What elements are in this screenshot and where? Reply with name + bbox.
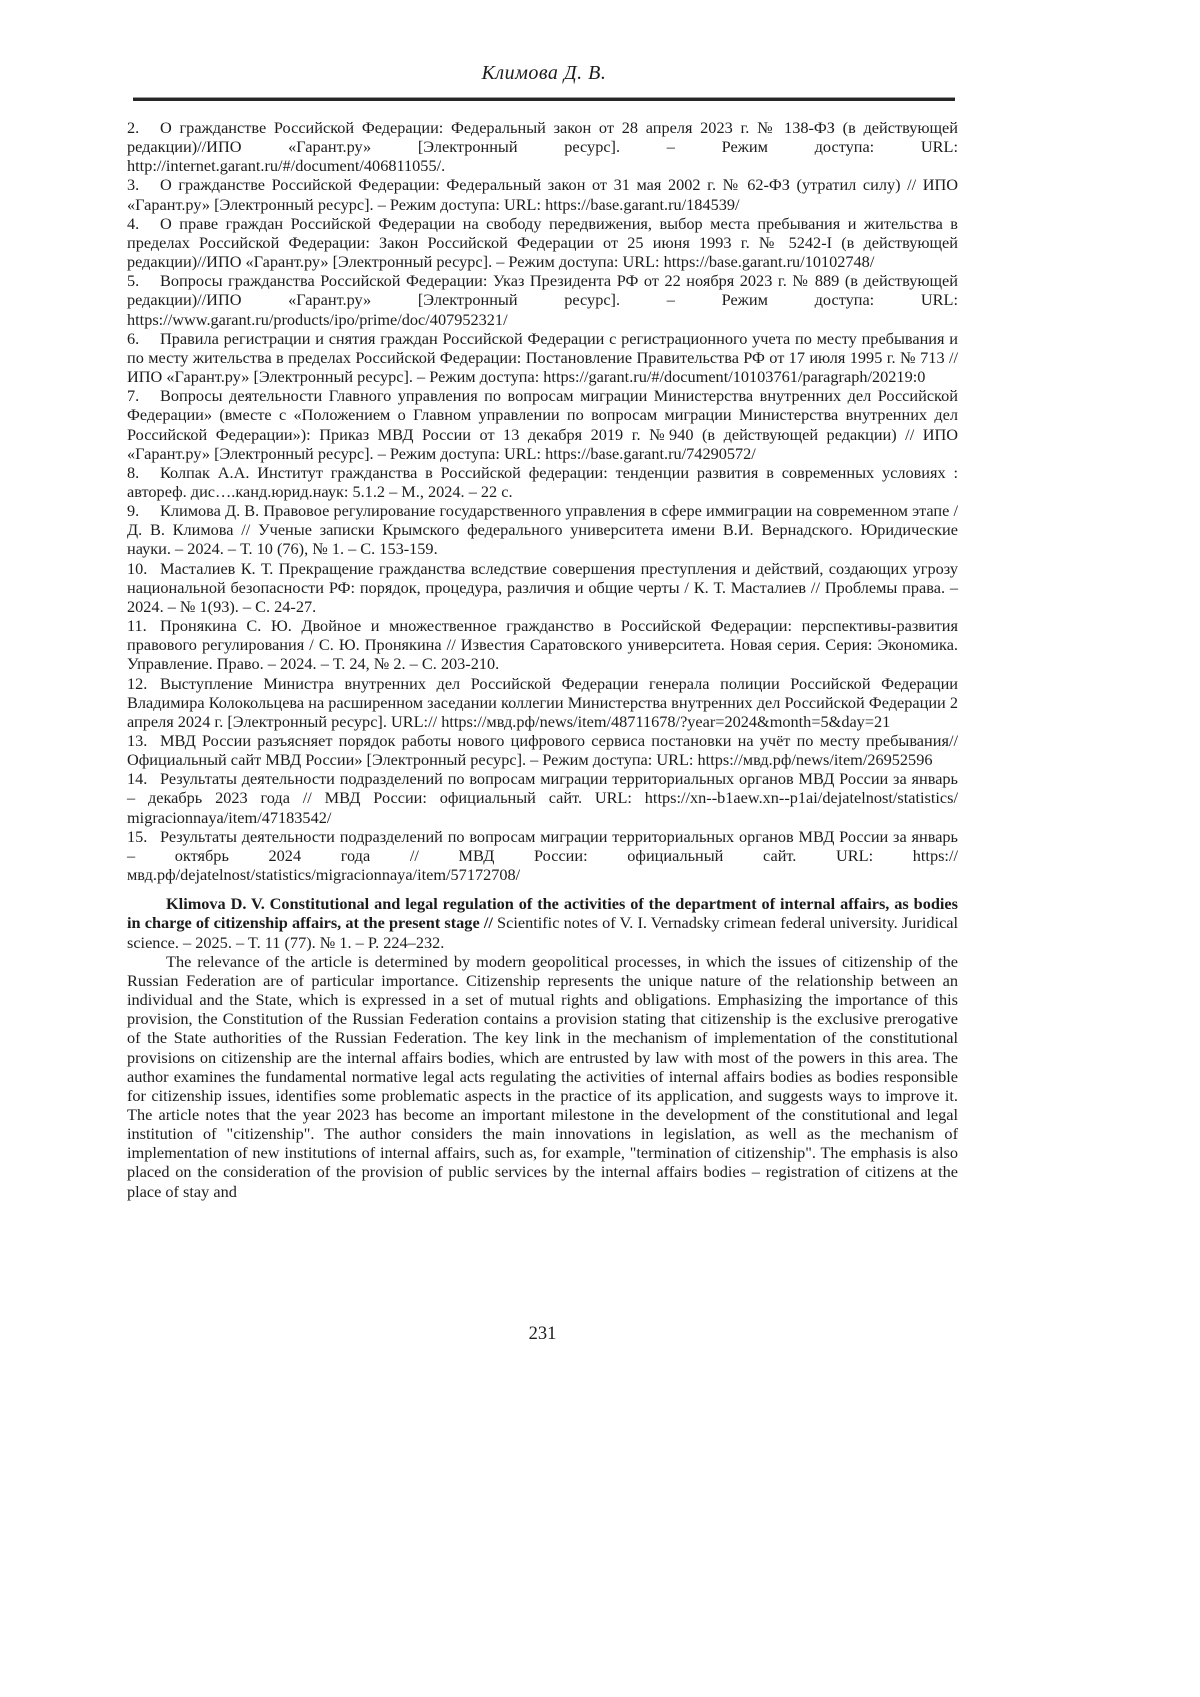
reference-number: 7. (127, 386, 140, 406)
reference-text: Результаты деятельности подразделений по вопросам миграции территориальных органов МВД России за январь – декабрь 2023 года // МВД России: официальный сайт. URL: https://xn--b1aew.xn--p1ai/dejatelnost/statistics/ migracionnaya/item/47183542/ (127, 769, 958, 827)
reference-item (127, 827, 958, 884)
reference-item (127, 674, 958, 731)
reference-item (127, 769, 958, 826)
reference-item (127, 271, 958, 328)
reference-item (127, 175, 958, 213)
reference-item (127, 118, 958, 175)
reference-text: Вопросы деятельности Главного управления по вопросам миграции Министерства внутренних дел Российской Федерации» (вместе с «Положением о Главном управлении по вопросам миграции Министерства внутренних дел Российской Федерации»): Приказ МВД России от 13 декабря 2019 г. №940 (в действующей редакции) // ИПО «Гарант.ру» [Электронный ресурс]. – Режим доступа: URL: https://base.garant.ru/74290572/ (127, 386, 958, 463)
english-citation-source: Scientific notes of V. I. Vernadsky crimean federal university. Juridical science. – 2025. – T. 11 (77). № 1. – P. 224–232. (127, 913, 958, 952)
reference-item (127, 501, 958, 558)
page-number: 231 (528, 1324, 557, 1344)
header-rule (133, 97, 955, 101)
reference-number: 13. (127, 731, 148, 750)
reference-text: Выступление Министра внутренних дел Российской Федерации генерала полиции Российской Федерации Владимира Колокольцева на расширенном заседании коллегии Министерства внутренних дел Российской Федерации 2 апреля 2024 г. [Электронный ресурс]. URL:// https://мвд.рф/news/item/48711678/?year=2024&month=5&day=21 (127, 673, 958, 731)
reference-number: 12. (127, 673, 148, 693)
reference-item (127, 731, 958, 769)
reference-text: МВД России разъясняет порядок работы нового цифрового сервиса постановки на учёт по месту пребывания// Официальный сайт МВД России» [Электронный ресурс]. – Режим доступа: URL: https://мвд.рф/news/item/26952596 (127, 731, 958, 770)
reference-number: 4. (127, 213, 140, 233)
reference-number: 8. (127, 462, 140, 482)
reference-number: 6. (127, 328, 140, 348)
reference-number: 3. (127, 175, 140, 195)
reference-number: 14. (127, 769, 148, 789)
reference-text: Климова Д. В. Правовое регулирование государственного управления в сфере иммиграции на современном этапе / Д. В. Климова // Ученые записки Крымского федерального университета имени В.И. Вернадского. Юридические науки. – 2024. – Т. 10 (76), № 1. – С. 153-159. (127, 501, 958, 559)
reference-text: Масталиев К. Т. Прекращение гражданства вследствие совершения преступления и действий, создающих угрозу национальной безопасности РФ: порядок, процедура, различия и общие черты / К. Т. Масталиев // Проблемы права. – 2024. – № 1(93). – С. 24-27. (127, 558, 958, 616)
reference-text: Пронякина С. Ю. Двойное и множественное гражданство в Российской Федерации: перспективы-развития правового регулирования / С. Ю. Пронякина // Известия Саратовского университета. Новая серия. Серия: Экономика. Управление. Право. – 2024. – Т. 24, № 2. – С. 203-210. (127, 616, 958, 674)
reference-item (127, 214, 958, 271)
reference-item (127, 616, 958, 673)
reference-number: 9. (127, 501, 140, 521)
english-citation (127, 894, 958, 951)
reference-text: Правила регистрации и снятия граждан Российской Федерации с регистрационного учета по месту пребывания и по месту жительства в пределах Российской Федерации: Постановление Правительства РФ от 17 июля 1995 г. № 713 //ИПО «Гарант.ру» [Электронный ресурс]. – Режим доступа: https://garant.ru/#/document/10103761/paragraph/20219:0 (127, 328, 958, 387)
reference-item (127, 463, 958, 501)
reference-number: 2. (127, 118, 140, 137)
reference-item (127, 329, 958, 386)
english-citation-title: Klimova D. V. Constitutional and legal regulation of the activities of the department of internal affairs, as bodies in charge of citizenship affairs, at the present stage // (127, 894, 958, 933)
reference-text: О гражданстве Российской Федерации: Федеральный закон от 31 мая 2002 г. № 62-ФЗ (утратил силу) // ИПО «Гарант.ру» [Электронный ресурс]. – Режим доступа: URL: https://base.garant.ru/184539/ (127, 175, 958, 214)
abstract-paragraph: The relevance of the article is determined by modern geopolitical processes, in which the issues of citizenship of the Russian Federation are of particular importance. Citizenship represents the unique nature of the relationship between an individual and the State, which is expressed in a set of mutual rights and obligations. Emphasizing the importance of this provision, the Constitution of the Russian Federation contains a provision stating that citizenship is the exclusive prerogative of the State authorities of the Russian Federation. The key link in the mechanism of implementation of the constitutional provisions on citizenship are the internal affairs bodies, which are entrusted by law with most of the powers in this area. The author examines the fundamental normative legal acts regulating the activities of internal affairs bodies as bodies responsible for citizenship issues, identifies some problematic aspects in the practice of its application, and suggests ways to improve it. The article notes that the year 2023 has become an important milestone in the development of the constitutional and legal institution of "citizenship". The author considers the main innovations in legislation, as well as the mechanism of implementation of new institutions of internal affairs, such as, for example, "termination of citizenship". The emphasis is also placed on the consideration of the provision of public services by the internal affairs bodies – registration of citizens at the place of stay and (127, 951, 958, 1201)
reference-number: 15. (127, 826, 148, 846)
reference-number: 5. (127, 271, 140, 291)
reference-text: Вопросы гражданства Российской Федерации: Указ Президента РФ от 22 ноября 2023 г. № 889 (в действующей редакции)//ИПО «Гарант.ру» [Электронный ресурс]. – Режим доступа: URL: https://www.garant.ru/products/ipo/prime/doc/407952321/ (127, 271, 958, 329)
page-content (127, 118, 958, 1201)
reference-number: 10. (127, 558, 148, 578)
reference-text: О гражданстве Российской Федерации: Федеральный закон от 28 апреля 2023 г. № 138-ФЗ (в действующей редакции)//ИПО «Гарант.ру» [Электронный ресурс]. – Режим доступа: URL: http://internet.garant.ru/#/document/406811055/. (127, 118, 958, 176)
running-head-author: Климова Д. В. (481, 62, 607, 84)
reference-item (127, 559, 958, 616)
reference-text: Результаты деятельности подразделений по вопросам миграции территориальных органов МВД России за январь – октябрь 2024 года // МВД России: официальный сайт. URL: https://мвд.рф/dejatelnost/statistics/migracionnaya/item/57172708/ (127, 826, 958, 885)
reference-text: Колпак А.А. Институт гражданства в Российской федерации: тенденции развития в современных условиях : автореф. дис….канд.юрид.наук: 5.1.2 – М., 2024. – 22 с. (127, 462, 958, 501)
reference-number: 11. (127, 616, 147, 636)
reference-text: О праве граждан Российской Федерации на свободу передвижения, выбор места пребывания и жительства в пределах Российской Федерации: Закон Российской Федерации от 25 июня 1993 г. № 5242-I (в действующей редакции)//ИПО «Гарант.ру» [Электронный ресурс]. – Режим доступа: URL: https://base.garant.ru/10102748/ (127, 213, 958, 272)
reference-item (127, 386, 958, 463)
